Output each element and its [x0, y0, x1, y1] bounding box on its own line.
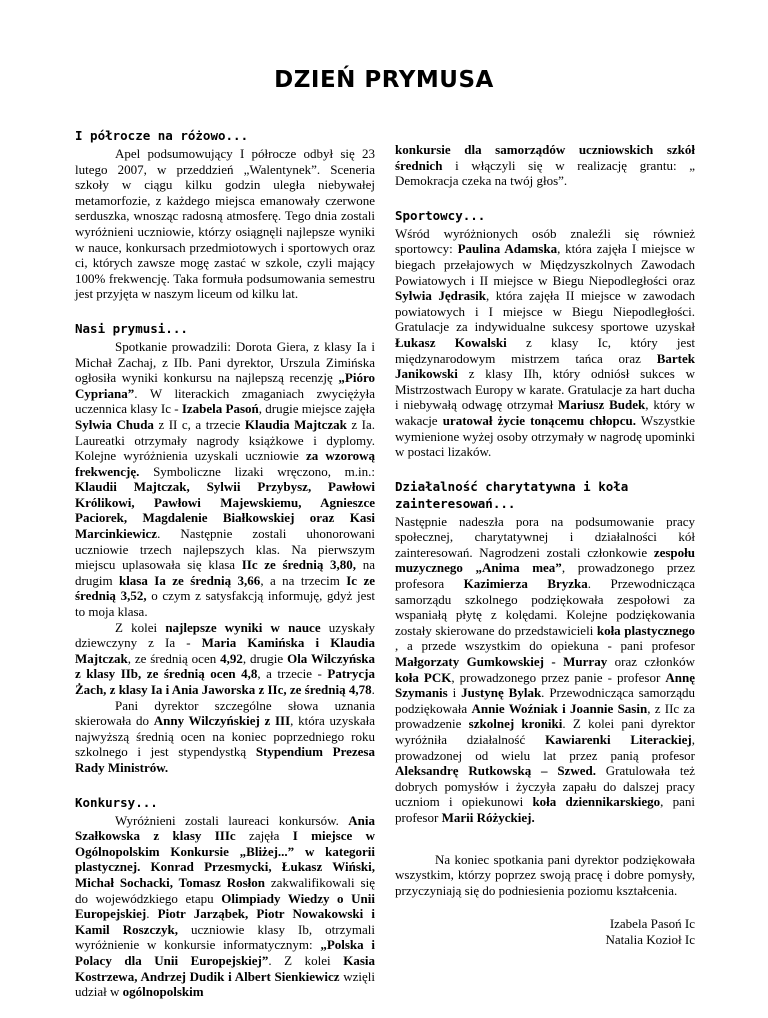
text: zajęła: [235, 828, 293, 844]
bold-text: Ic ze średnią 3,52,: [75, 572, 376, 604]
bold-text: Patrycja Żach, z klasy Ia i Ania Jaworska z IIc, ze średnią 4,78: [75, 666, 376, 697]
bold-text: „Pióro Cypriana”: [75, 370, 375, 401]
bold-text: konkursie dla samorządów uczniowskich szkół średnich: [395, 142, 695, 173]
bold-text: Piotr Jarząbek, Piotr Nowakowski i Kamil Roszczyk,: [75, 906, 376, 937]
section-heading: Działalność charytatywna i koła zainteresowań...: [395, 478, 629, 511]
bold-text: Annie Woźniak i Joannie Sasin: [471, 700, 648, 716]
text: , drugie miejsce zajęła: [258, 401, 375, 417]
bold-text: koła dziennikarskiego: [532, 794, 661, 810]
section-sports: [395, 207, 695, 460]
section-continuation: [395, 142, 695, 189]
bold-text: Małgorzaty Gumkowskiej - Murray: [395, 654, 608, 670]
page-title: DZIEŃ PRYMUSA: [274, 67, 494, 93]
bold-text: „Polska i Polacy dla Unii Europejskiej”: [75, 937, 375, 968]
bold-text: Izabela Pasoń: [181, 401, 259, 417]
section-contests: [75, 794, 375, 1000]
section-heading: Konkursy...: [75, 794, 158, 810]
bold-text: Klaudia Majtczak: [244, 416, 347, 432]
signature: Natalia Kozioł Ic: [605, 931, 695, 947]
text: Z kolei: [115, 619, 166, 635]
bold-text: Ania Szałkowska z klasy IIIc: [75, 812, 375, 844]
paragraph: [75, 339, 375, 620]
text: Wszystkie wymienione wyżej osoby otrzymały w nagrodę upominki w postaci lizaków.: [395, 412, 695, 460]
text: Pani dyrektor szczególne słowa uznania skierowała do: [75, 697, 375, 729]
bold-text: Klaudii Majtczak, Sylwii Przybysz, Pawłowi Królikowi, Pawłowi Majewskiemu, Agnieszce Paciorek, Magdalenie Białkowskiej oraz Kasi Marcinkiewicz: [75, 479, 375, 542]
bold-text: Kawiarenki Literackiej: [545, 732, 692, 747]
bold-text: zespołu muzycznego „Anima mea”: [395, 544, 695, 576]
text: , który w wakacje: [395, 397, 695, 428]
text: . Z kolei: [268, 952, 344, 968]
text: , a na trzecim: [260, 572, 347, 588]
text: . Przewodnicząca samorządu szkolnego podziękowała zespołowi za wspaniałą płytę z kolędami. Kolejne podziękowania zostały skierowane do przedstawicieli: [395, 576, 696, 638]
text: Wyróżnieni zostali laureaci konkursów.: [115, 812, 349, 828]
bold-text: Maria Kamińska i Klaudia Majtczak: [75, 635, 375, 666]
text: .: [146, 906, 158, 922]
bold-text: Sylwia Jędrasik: [395, 288, 487, 304]
bold-text: Paulina Adamska: [457, 241, 558, 257]
bold-text: Bartek Janikowski: [395, 350, 695, 382]
text: Gratulowała też dobrych pomysłów i życzyła zapału do dalszej pracy uczniom i opiekunowi: [395, 763, 695, 810]
text: . Przewodnicząca samorządu podziękowała: [395, 685, 695, 716]
text: uczniowie klasy Ib, otrzymali wyróżnienie w konkursie informatycznym:: [75, 921, 375, 953]
text: , a trzecie -: [257, 666, 328, 682]
bold-text: koła PCK: [395, 669, 452, 685]
text: . W literackich zmaganiach zwyciężyła uczennica klasy Ic -: [75, 385, 375, 417]
bold-text: Sylwia Chuda: [75, 416, 154, 432]
paragraph: [75, 620, 375, 698]
text: z Ia. Laureatki otrzymały nagrody książkowe i dyplomy. Kolejne wyróżnienia uzyskali uczniowie: [75, 416, 376, 464]
bold-text: za wzorową frekwencję.: [75, 448, 375, 479]
text: , która uzyskała najwyższą średnią ocen na koniec poprzedniego roku szkolnego i jest stypendystką: [75, 713, 375, 760]
text: oraz członków: [607, 654, 695, 670]
text: Symboliczne lizaki wręczono, m.in.:: [139, 463, 375, 479]
section-charity: [395, 478, 695, 948]
bold-text: Marii Różyckiej.: [441, 809, 535, 825]
text: Spotkanie prowadzili: Dorota Giera, z klasy Ia i Michał Zachaj, z IIb. Pani dyrektor, Urszula Zimińska ogłosiła wyniki konkursu na najlepszą recenzję: [75, 338, 375, 386]
text: uzyskały dziewczyny z Ia -: [75, 619, 376, 651]
bold-text: najlepsze wyniki w nauce: [165, 619, 321, 635]
text: wzięli udział w: [75, 968, 376, 1000]
text: z klasy IIh, który odniósł sukces w Mistrzostwach Europy w karate. Gratulacje za hart ducha i niebywałą odwagę otrzymał: [395, 366, 695, 413]
bold-text: klasa Ia ze średnią 3,66: [118, 572, 261, 588]
section-heading: I półrocze na różowo...: [75, 128, 249, 143]
section-heading: Sportowcy...: [395, 207, 486, 223]
text: , ze średnią ocen: [127, 650, 221, 666]
paragraph: Apel podsumowujący I półrocze odbył się 23 lutego 2007, w przeddzień „Walentynek”. Sceneria szkoły w ciągu kilku godzin uległa niebywałej metamorfozie, z każdego miejsca emanowały czerwone serduszka, wnosząc radosną atmosferę. Tego dnia zostali wyróżnieni uczniowie, którzy osiągnęli najlepsze wyniki w nauce, konkursach przedmiotowych i sportowych oraz ci, których zawsze mogę zastać w szkole, czyli mający 100% frekwencję. Taka formuła podsumowania semestru jest przyjęta w naszym liceum od kilku lat.: [75, 146, 375, 302]
right-column: [395, 142, 695, 966]
text: , prowadzonej od wielu lat przez panią profesor: [395, 732, 695, 763]
text: , z IIc za prowadzenie: [395, 700, 695, 732]
section-top-students: [75, 320, 375, 776]
bold-text: uratował życie tonącemu chłopcu.: [442, 412, 636, 428]
bold-text: Kasia Kostrzewa, Andrzej Dudik i Albert Sienkiewicz: [75, 952, 375, 984]
bold-text: I miejsce w Ogólnopolskim Konkursie „Bliżej...” w kategorii plastycznej. Konrad Przesmycki, Łukasz Wiński, Michał Sochacki, Tomasz Rosłon: [75, 828, 376, 890]
text: o czym z satysfakcją informuję, gdyż jest to moja klasa.: [75, 588, 376, 620]
text: , pani profesor: [395, 794, 695, 825]
text: , a przede wszystkim do opiekuna - pani profesor: [395, 638, 695, 654]
left-column: [75, 127, 375, 1018]
signature: Izabela Pasoń Ic: [609, 916, 695, 932]
text: , prowadzonego przez panie - profesor: [451, 669, 666, 685]
text: .: [371, 682, 375, 697]
bold-text: IIc ze średnią 3,80,: [241, 557, 357, 573]
paragraph: [395, 142, 695, 189]
bold-text: Aleksandrę Rutkowską – Szwed.: [395, 763, 596, 779]
paragraph: [395, 514, 695, 826]
paragraph: [395, 226, 695, 460]
text: , która zajęła I miejsce w biegach przełajowych w Międzyszkolnych Zawodach Powiatowych i II miejsce w Biegu Niepodległości oraz: [395, 241, 695, 288]
text: , która zajęła II miejsce w zawodach powiatowych i I miejsce w Biegu Niepodległości. Gratulacje za indywidualne sukcesy sportowe uzyskał: [395, 288, 695, 335]
section-semester: [75, 127, 375, 302]
bold-text: Kazimierza Bryzka: [463, 576, 588, 592]
paragraph: [75, 698, 375, 776]
bold-text: Mariusz Budek: [558, 397, 646, 413]
text: . Z kolei pani dyrektor wyróżniła działalność: [395, 716, 695, 747]
paragraph: [75, 813, 375, 1000]
paragraph: Na koniec spotkania pani dyrektor podziękowała wszystkim, którzy poprzez swoją pracę i dobre pomysły, przyczyniają się do podniesienia poziomu kształcenia.: [395, 851, 695, 898]
text: z klasy Ic, który jest międzynarodowym mistrzem tańca oraz: [395, 334, 695, 366]
text: na drugim: [75, 557, 375, 588]
bold-text: szkolnej kroniki: [468, 716, 563, 732]
text: i: [447, 685, 462, 701]
bold-text: Olimpiady Wiedzy o Unii Europejskiej: [75, 890, 375, 922]
text: z II c, a trzecie: [153, 416, 245, 432]
bold-text: Anny Wilczyńskiej z III: [153, 713, 291, 729]
bold-text: Łukasz Kowalski: [395, 334, 507, 350]
bold-text: Ola Wilczyńska z klasy IIb, ze średnią ocen 4,8: [75, 650, 375, 682]
text: , prowadzonego przez profesora: [395, 560, 696, 592]
bold-text: 4,92: [220, 650, 243, 666]
text: Następnie nadeszła pora na podsumowanie pracy społecznej, charytatywnej i działalności kół zainteresowań. Nagrodzeni zostali członkowie: [395, 513, 695, 560]
section-heading: Nasi prymusi...: [75, 320, 188, 336]
text: i włączyli się w realizację grantu: „ Demokracja czeka na twój głos”.: [395, 157, 695, 189]
text: , drugie: [242, 650, 288, 666]
text: zakwalifikowali się do wojewódzkiego etapu: [75, 874, 375, 906]
bold-text: Stypendium Prezesa Rady Ministrów.: [75, 744, 375, 775]
text: Wśród wyróżnionych osób znaleźli się również sportowcy:: [395, 225, 695, 257]
bold-text: Justynę Bylak: [461, 685, 542, 701]
bold-text: koła plastycznego: [596, 622, 695, 638]
bold-text: Annę Szymanis: [395, 669, 695, 701]
bold-text: ogólnopolskim: [122, 984, 204, 1000]
text: . Następnie zostali uhonorowani uczniowie trzech najlepszych klas. Na pierwszym miejscu uplasowała się klasa: [75, 526, 375, 573]
